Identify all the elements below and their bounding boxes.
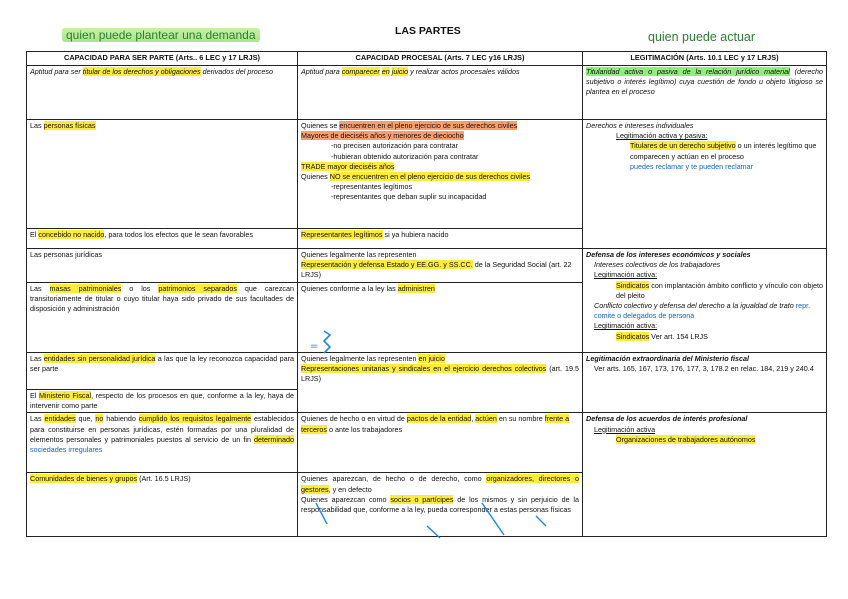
text: Quienes legalmente las representen [301,250,417,259]
text: que, [75,414,96,424]
header-capacidad-procesal: CAPACIDAD PROCESAL (Arts. 7 LEC y16 LRJS) [298,52,583,66]
cell-def-parte [27,66,298,120]
highlight: masas patrimoniales [49,284,122,293]
text: Aptitud para ser [30,67,83,76]
text: de la Seguridad Social (art. 22 LRJS) [301,260,572,280]
text: Quienes aparezcan, de hecho o de derecho, como [301,474,487,484]
note-quien-demanda: quien puede plantear una demanda [62,28,260,42]
cell-concebido [27,229,298,249]
highlight: titular de los derechos y obligaciones [82,67,201,76]
highlight: Titulares de un derecho subjetivo [630,141,736,151]
text: -hubieran obtenido autorización para contratar [331,151,479,161]
text: , para todos los efectos que le sean favorables [104,230,253,239]
text: Quienes legalmente las representen [301,354,419,363]
cell-entidades-sin-personalidad [27,353,298,390]
highlight: entidades [44,414,76,424]
highlight: Titularidad activa o pasiva de la relación jurídico material [586,67,790,76]
highlight: frente a terceros [301,414,570,434]
text: derivados del proceso [200,67,273,76]
text: habiendo [103,414,139,424]
highlight: Representación y defensa Estado y EE.GG. y SS.CC. [301,260,473,270]
highlight: socios o partícipes [390,494,454,504]
text: Legitimación activa: [594,270,658,280]
highlight: NO se encuentren en el pleno ejercicio de sus derechos civiles [329,172,530,182]
text: establecidos para constituirse en personas jurídicas, estén formadas por una pluralidad de elementos personales y patrimoniales puestos al servicio de un fin [30,414,295,444]
cell-administren [298,283,583,353]
highlight: entidades sin personalidad jurídica [43,354,156,363]
highlight: encuentren en el pleno ejercicio de sus derechos civiles [339,121,518,130]
cell-ministerio-fiscal-parte [27,390,298,413]
highlight: juicio [391,67,409,76]
cell-def-legitimacion [583,66,827,120]
page-title: LAS PARTES [395,25,461,37]
highlight: Sindicatos [616,280,650,290]
cell-comunidades [27,473,298,537]
cell-personas-fisicas [27,120,298,229]
text: o un interés legítimo que comparecen y actúan en el proceso [630,141,817,161]
text: con implantación ámbito conflicto y vínculo con objeto del pleito [616,280,823,300]
text: -representantes legítimos [331,182,413,192]
text: Intereses colectivos de los trabajadores [594,260,721,270]
squiggle-icon [310,327,340,357]
text: -no precisen autorización para contratar [331,141,459,151]
text: Las [30,354,44,363]
highlight: TRADE mayor dieciséis años [301,161,395,171]
note-quien-actuar: quien puede actuar [648,30,756,44]
cell-pactos-entidad [298,413,583,473]
text: si ya hubiera nacido [382,230,449,239]
table-header-row [27,52,827,66]
cell-def-procesal [298,66,583,120]
text: Defensa de los intereses económicos y sociales [586,250,751,259]
text: Aptitud para [301,67,342,76]
text: (art. 19.5 LRJS) [301,364,579,384]
highlight: Sindicatos [616,331,650,341]
highlight: personas físicas [43,121,96,130]
highlight: determinado [254,434,294,444]
cell-representacion-estado [298,249,583,283]
text: a las que la ley reconozca capacidad para ser parte [30,354,294,374]
highlight: cumplido los requisitos legalmente [138,414,252,424]
text: Legitimación activa y pasiva: [616,131,708,141]
highlight: comparecer [341,67,380,76]
text: o los [121,284,159,293]
cell-masas-patrimoniales [27,283,298,353]
text: Ver art. 154 LRJS [649,331,708,341]
text: Derechos e intereses individuales [586,121,694,130]
cell-entidades-irregulares [27,413,298,473]
highlight: concebido no nacido [38,230,105,239]
highlight: organizadores, directores o gestores [301,474,579,494]
text: Defensa de los acuerdos de interés profesional [586,414,748,424]
highlight: en [381,67,390,76]
header-legitimacion: LEGITIMACIÓN (Arts. 10.1 LEC y 17 LRJS) [583,52,827,66]
text: Legitimación activa [594,424,656,434]
highlight: Comunidades de bienes y grupos [30,474,138,484]
note-sociedades-irregulares: sociedades irregulares [30,445,103,455]
text: Conflicto colectivo y defensa del derecho a la igualdad de trato [594,301,794,311]
highlight: Mayores de dieciséis años y menores de dieciocho [301,131,464,141]
text: Las [30,284,50,293]
text: en su nombre [496,414,545,424]
note-reclamar: puedes reclamar y te pueden reclamar [630,161,754,171]
equals-mark: = [310,341,319,352]
text: y realizar actos procesales válidos [408,67,520,76]
highlight: pactos de la entidad [406,414,472,424]
parties-table [26,51,827,537]
table-row-entidades-irregulares [27,413,827,473]
text: El [30,230,39,239]
text: , [471,414,476,424]
table-row-entidades-sin-personalidad [27,353,827,390]
highlight: actúen [475,414,497,424]
cell-personas-juridicas: Las personas jurídicas [27,249,298,283]
text: , respecto de los procesos en que, conforme a la ley, haya de intervenir como parte [30,391,294,411]
cell-representantes-legitimos [298,229,583,249]
text: (derecho subjetivo o interés legítimo) cuya cuestión de fondo u objeto litigioso se plantea en el proceso [586,67,823,97]
table-row-personas-fisicas [27,120,827,229]
text: Las [30,121,44,130]
highlight: Representantes legítimos [301,230,383,239]
highlight: en juicio [418,354,445,363]
text: Legitimación extraordinaria del Ministerio fiscal [586,354,749,363]
cell-representaciones-unitarias [298,353,583,413]
cell-interes-profesional [583,413,827,537]
table-row-personas-juridicas [27,249,827,283]
note-representantes: repr. comite o delegados de persona [594,301,811,321]
cell-intereses-economicos [583,249,827,353]
cell-organizadores [298,473,583,537]
text: El [30,391,39,400]
highlight: Representaciones unitarias y sindicales en el ejercicio derechos colectivos [301,364,547,374]
text: Quienes aparezcan como [301,494,391,504]
text: Las [30,414,45,424]
highlight: administren [397,284,435,293]
text: o ante los trabajadores [326,424,403,434]
text: Quienes [301,172,330,182]
text: -representantes que deban suplir su incapacidad [331,192,487,202]
highlight: Ministerio Fiscal [39,391,92,400]
text: Quienes de hecho o en virtud de [301,414,407,424]
text: que carezcan transitoriamente de titular o cuyo titular haya sido privado de sus facultades de disposición y administración [30,284,294,314]
header-capacidad-parte: CAPACIDAD PARA SER PARTE (Arts.. 6 LEC y 17 LRJS) [27,52,298,66]
cell-ministerio-fiscal [583,353,827,413]
cell-pleno-ejercicio [298,120,583,229]
text: , y en defecto [328,484,372,494]
text: Legitimación activa: [594,321,658,331]
text: de los mismos y sin perjuicio de la responsabilidad que, conforme a la ley, pueda corresponder a estas personas físicas [301,494,579,515]
text: Ver arts. 165, 167, 173, 176, 177, 3, 178.2 en relac. 184, 219 y 240.4 [594,364,814,374]
table-row-definition [27,66,827,120]
cell-derechos-individuales [583,120,827,249]
text: Quienes se [301,121,340,130]
text: (Art. 16.5 LRJS) [137,474,191,484]
handwritten-mark [310,327,340,362]
highlight: no [95,414,104,424]
highlight: Organizaciones de trabajadores autónomos [616,434,756,444]
text: Quienes conforme a la ley las [301,284,398,293]
highlight: patrimonios separados [158,284,237,293]
